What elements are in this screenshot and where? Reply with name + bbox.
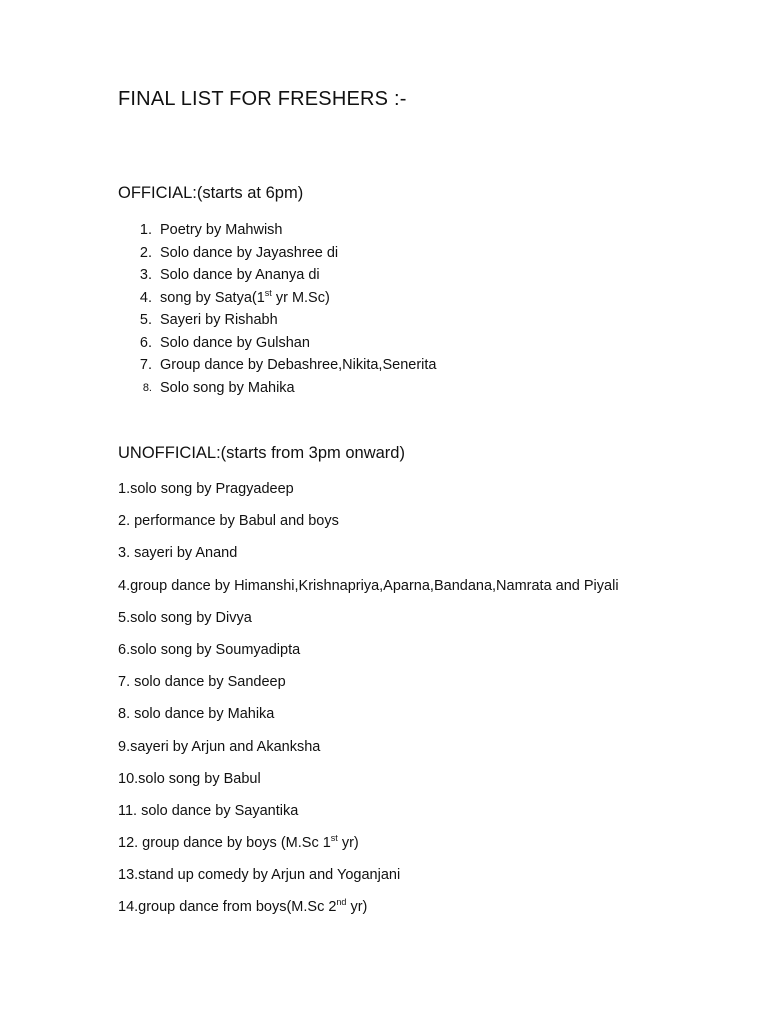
list-item: 1.solo song by Pragyadeep: [118, 481, 294, 497]
list-item-number: 7.: [139, 357, 152, 373]
document-title: FINAL LIST FOR FRESHERS :-: [118, 88, 407, 110]
list-item: 13.stand up comedy by Arjun and Yoganjani: [118, 867, 401, 884]
list-item-number: 4.: [139, 289, 152, 306]
list-item: [118, 896, 619, 928]
unofficial-program-list: [118, 478, 619, 929]
list-item: 2. performance by Babul and boys: [118, 513, 339, 530]
text-part: song by Satya(1: [160, 289, 265, 306]
text-part: yr): [337, 835, 359, 852]
list-item: 7. solo dance by Sandeep: [118, 674, 286, 691]
list-item-text: Sayeri by Rishabh: [160, 312, 278, 328]
list-item: 3. sayeri by Anand: [118, 545, 238, 562]
list-item-text: Group dance by Debashree,Nikita,Senerita: [160, 357, 437, 373]
list-item-text: Solo dance by Gulshan: [160, 334, 310, 351]
text-part: yr): [346, 899, 368, 916]
list-item: 5.solo song by Divya: [118, 609, 252, 626]
ordinal-suffix: st: [264, 287, 272, 298]
list-item: 9.sayeri by Arjun and Akanksha: [118, 738, 321, 755]
unofficial-section-heading: UNOFFICIAL:(starts from 3pm onward): [118, 444, 405, 462]
list-item: 6.solo song by Soumyadipta: [118, 641, 301, 658]
ordinal-suffix: st: [330, 833, 338, 844]
list-item-number: 3.: [139, 267, 152, 283]
text-part: yr M.Sc): [271, 289, 330, 306]
list-item: 4.group dance by Himanshi,Krishnapriya,Aparna,Bandana,Namrata and Piyali: [118, 577, 619, 594]
list-item: 8. solo dance by Mahika: [118, 706, 275, 723]
list-item-text: [160, 287, 330, 309]
list-item: [118, 832, 619, 864]
list-item-text: Poetry by Mahwish: [160, 222, 283, 238]
list-item-number: 8.: [142, 381, 152, 394]
text-part: 14.group dance from boys(M.Sc 2: [118, 899, 337, 916]
list-item-number: 2.: [139, 244, 152, 261]
ordinal-suffix: nd: [336, 897, 347, 908]
list-item: 11. solo dance by Sayantika: [118, 802, 299, 819]
text-part: 12. group dance by boys (M.Sc 1: [118, 835, 331, 852]
list-item-number: 5.: [139, 312, 152, 328]
list-item-text: Solo dance by Ananya di: [160, 267, 320, 283]
list-item-text: Solo song by Mahika: [160, 379, 295, 396]
list-item-number: 1.: [139, 222, 152, 238]
list-item-number: 6.: [139, 334, 152, 351]
official-section-heading: OFFICIAL:(starts at 6pm): [118, 184, 304, 202]
list-item: 10.solo song by Babul: [118, 770, 261, 787]
list-item-text: Solo dance by Jayashree di: [160, 244, 339, 261]
